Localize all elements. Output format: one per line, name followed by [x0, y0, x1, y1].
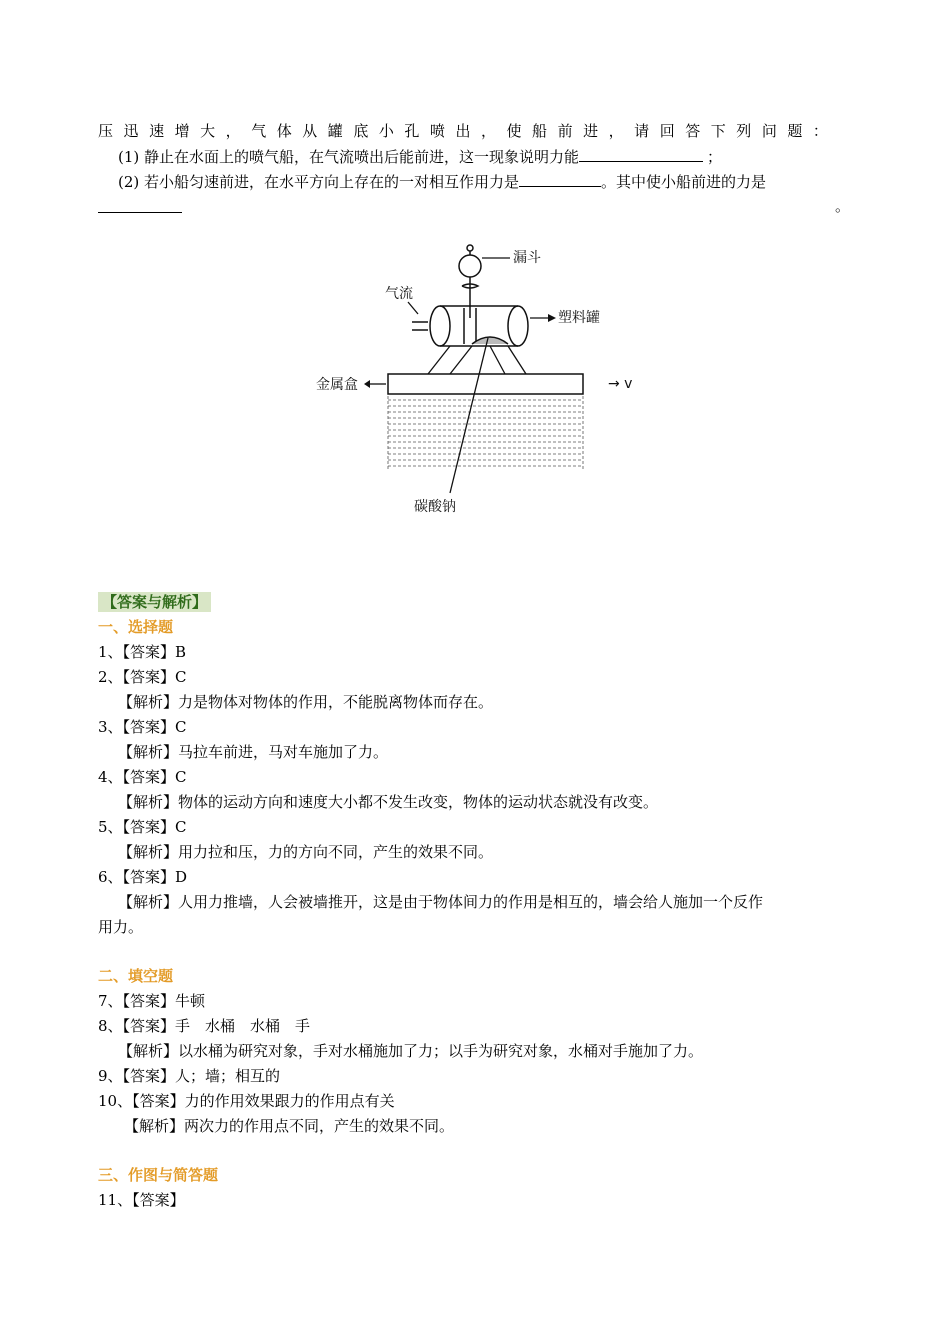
question-intro-line	[98, 121, 828, 141]
analysis-3: 【解析】马拉车前进，马对车施加了力。	[118, 743, 389, 761]
answer-blank-2[interactable]	[519, 170, 601, 187]
analysis-5: 【解析】用力拉和压，力的方向不同，产生的效果不同。	[118, 843, 494, 861]
sodium-carbonate-label: 碳酸钠	[414, 499, 456, 515]
question-1-end: ；	[707, 148, 723, 166]
question-1-text: (1) 静止在水面上的喷气船，在气流喷出后能前进，这一现象说明力能	[118, 148, 580, 166]
question-2-mid: 。其中使小船前进的力是	[601, 173, 767, 191]
velocity-label: → v	[608, 376, 633, 392]
intro-char: 气	[251, 122, 267, 140]
metal-box	[388, 374, 583, 394]
intro-char: 答	[685, 122, 701, 140]
answer-5: 5、【答案】C	[98, 818, 187, 836]
intro-char: 回	[659, 122, 675, 140]
question-1	[118, 145, 722, 167]
intro-char: 孔	[404, 122, 420, 140]
intro-char: 进	[583, 122, 599, 140]
answer-blank-1[interactable]	[579, 145, 703, 162]
answer-4: 4、【答案】C	[98, 768, 187, 786]
intro-char: ，	[225, 122, 241, 140]
analysis-4: 【解析】物体的运动方向和速度大小都不发生改变，物体的运动状态就没有改变。	[118, 793, 659, 811]
intro-char: 迅	[123, 122, 139, 140]
intro-char: 出	[455, 122, 471, 140]
analysis-6: 【解析】人用力推墙，人会被墙推开，这是由于物体间力的作用是相互的，墙会给人施加一个反作	[118, 893, 764, 911]
intro-char: 请	[634, 122, 650, 140]
intro-char: 使	[506, 122, 522, 140]
intro-char: 喷	[429, 122, 445, 140]
intro-char: 小	[378, 122, 394, 140]
metal-box-label: 金属盒	[316, 377, 358, 393]
intro-char: 罐	[327, 122, 343, 140]
intro-char: 从	[302, 122, 318, 140]
intro-char: 大	[200, 122, 216, 140]
intro-char: 下	[710, 122, 726, 140]
intro-char: ，	[480, 122, 496, 140]
section-2-heading: 二、填空题	[98, 967, 174, 985]
intro-char: 增	[174, 122, 190, 140]
section-1-heading: 一、选择题	[98, 618, 174, 636]
question-2	[118, 170, 766, 192]
intro-char: 题	[787, 122, 803, 140]
intro-char: 体	[276, 122, 292, 140]
analysis-8: 【解析】以水桶为研究对象，手对水桶施加了力；以手为研究对象，水桶对手施加了力。	[118, 1042, 704, 1060]
answer-9: 9、【答案】人；墙；相互的	[98, 1067, 281, 1085]
water-area	[388, 400, 583, 466]
question-2-text: (2) 若小船匀速前进，在水平方向上存在的一对相互作用力是	[118, 173, 520, 191]
funnel-label: 漏斗	[513, 250, 541, 266]
answer-blank-3[interactable]	[98, 196, 182, 213]
intro-char: ，	[608, 122, 624, 140]
intro-char: 船	[532, 122, 548, 140]
analysis-6-cont: 用力。	[98, 918, 144, 936]
question-2-cont	[98, 196, 850, 218]
intro-char: 前	[557, 122, 573, 140]
funnel-icon	[459, 245, 481, 318]
analysis-2: 【解析】力是物体对物体的作用，不能脱离物体而存在。	[118, 693, 494, 711]
intro-char: 问	[761, 122, 777, 140]
answer-10: 10、【答案】力的作用效果跟力的作用点有关	[98, 1092, 395, 1110]
section-3-heading: 三、作图与简答题	[98, 1166, 219, 1184]
answer-3: 3、【答案】C	[98, 718, 187, 736]
intro-char: 底	[353, 122, 369, 140]
airflow-label: 气流	[385, 286, 413, 302]
answer-8: 8、【答案】手 水桶 水桶 手	[98, 1017, 311, 1035]
answers-title: 【答案与解析】	[98, 592, 211, 612]
answer-7: 7、【答案】牛顿	[98, 992, 206, 1010]
jet-boat-diagram	[300, 238, 660, 528]
answer-1: 1、【答案】B	[98, 643, 187, 661]
analysis-10: 【解析】两次力的作用点不同，产生的效果不同。	[124, 1117, 455, 1135]
answer-6: 6、【答案】D	[98, 868, 188, 886]
plastic-can-label: 塑料罐	[558, 310, 600, 326]
plastic-can	[430, 306, 528, 346]
intro-char: 压	[98, 122, 114, 140]
answer-11: 11、【答案】	[98, 1191, 185, 1209]
answer-2: 2、【答案】C	[98, 668, 187, 686]
intro-char: 速	[149, 122, 165, 140]
intro-char: 列	[736, 122, 752, 140]
intro-char: ：	[812, 122, 828, 140]
question-2-end: 。	[834, 197, 850, 215]
